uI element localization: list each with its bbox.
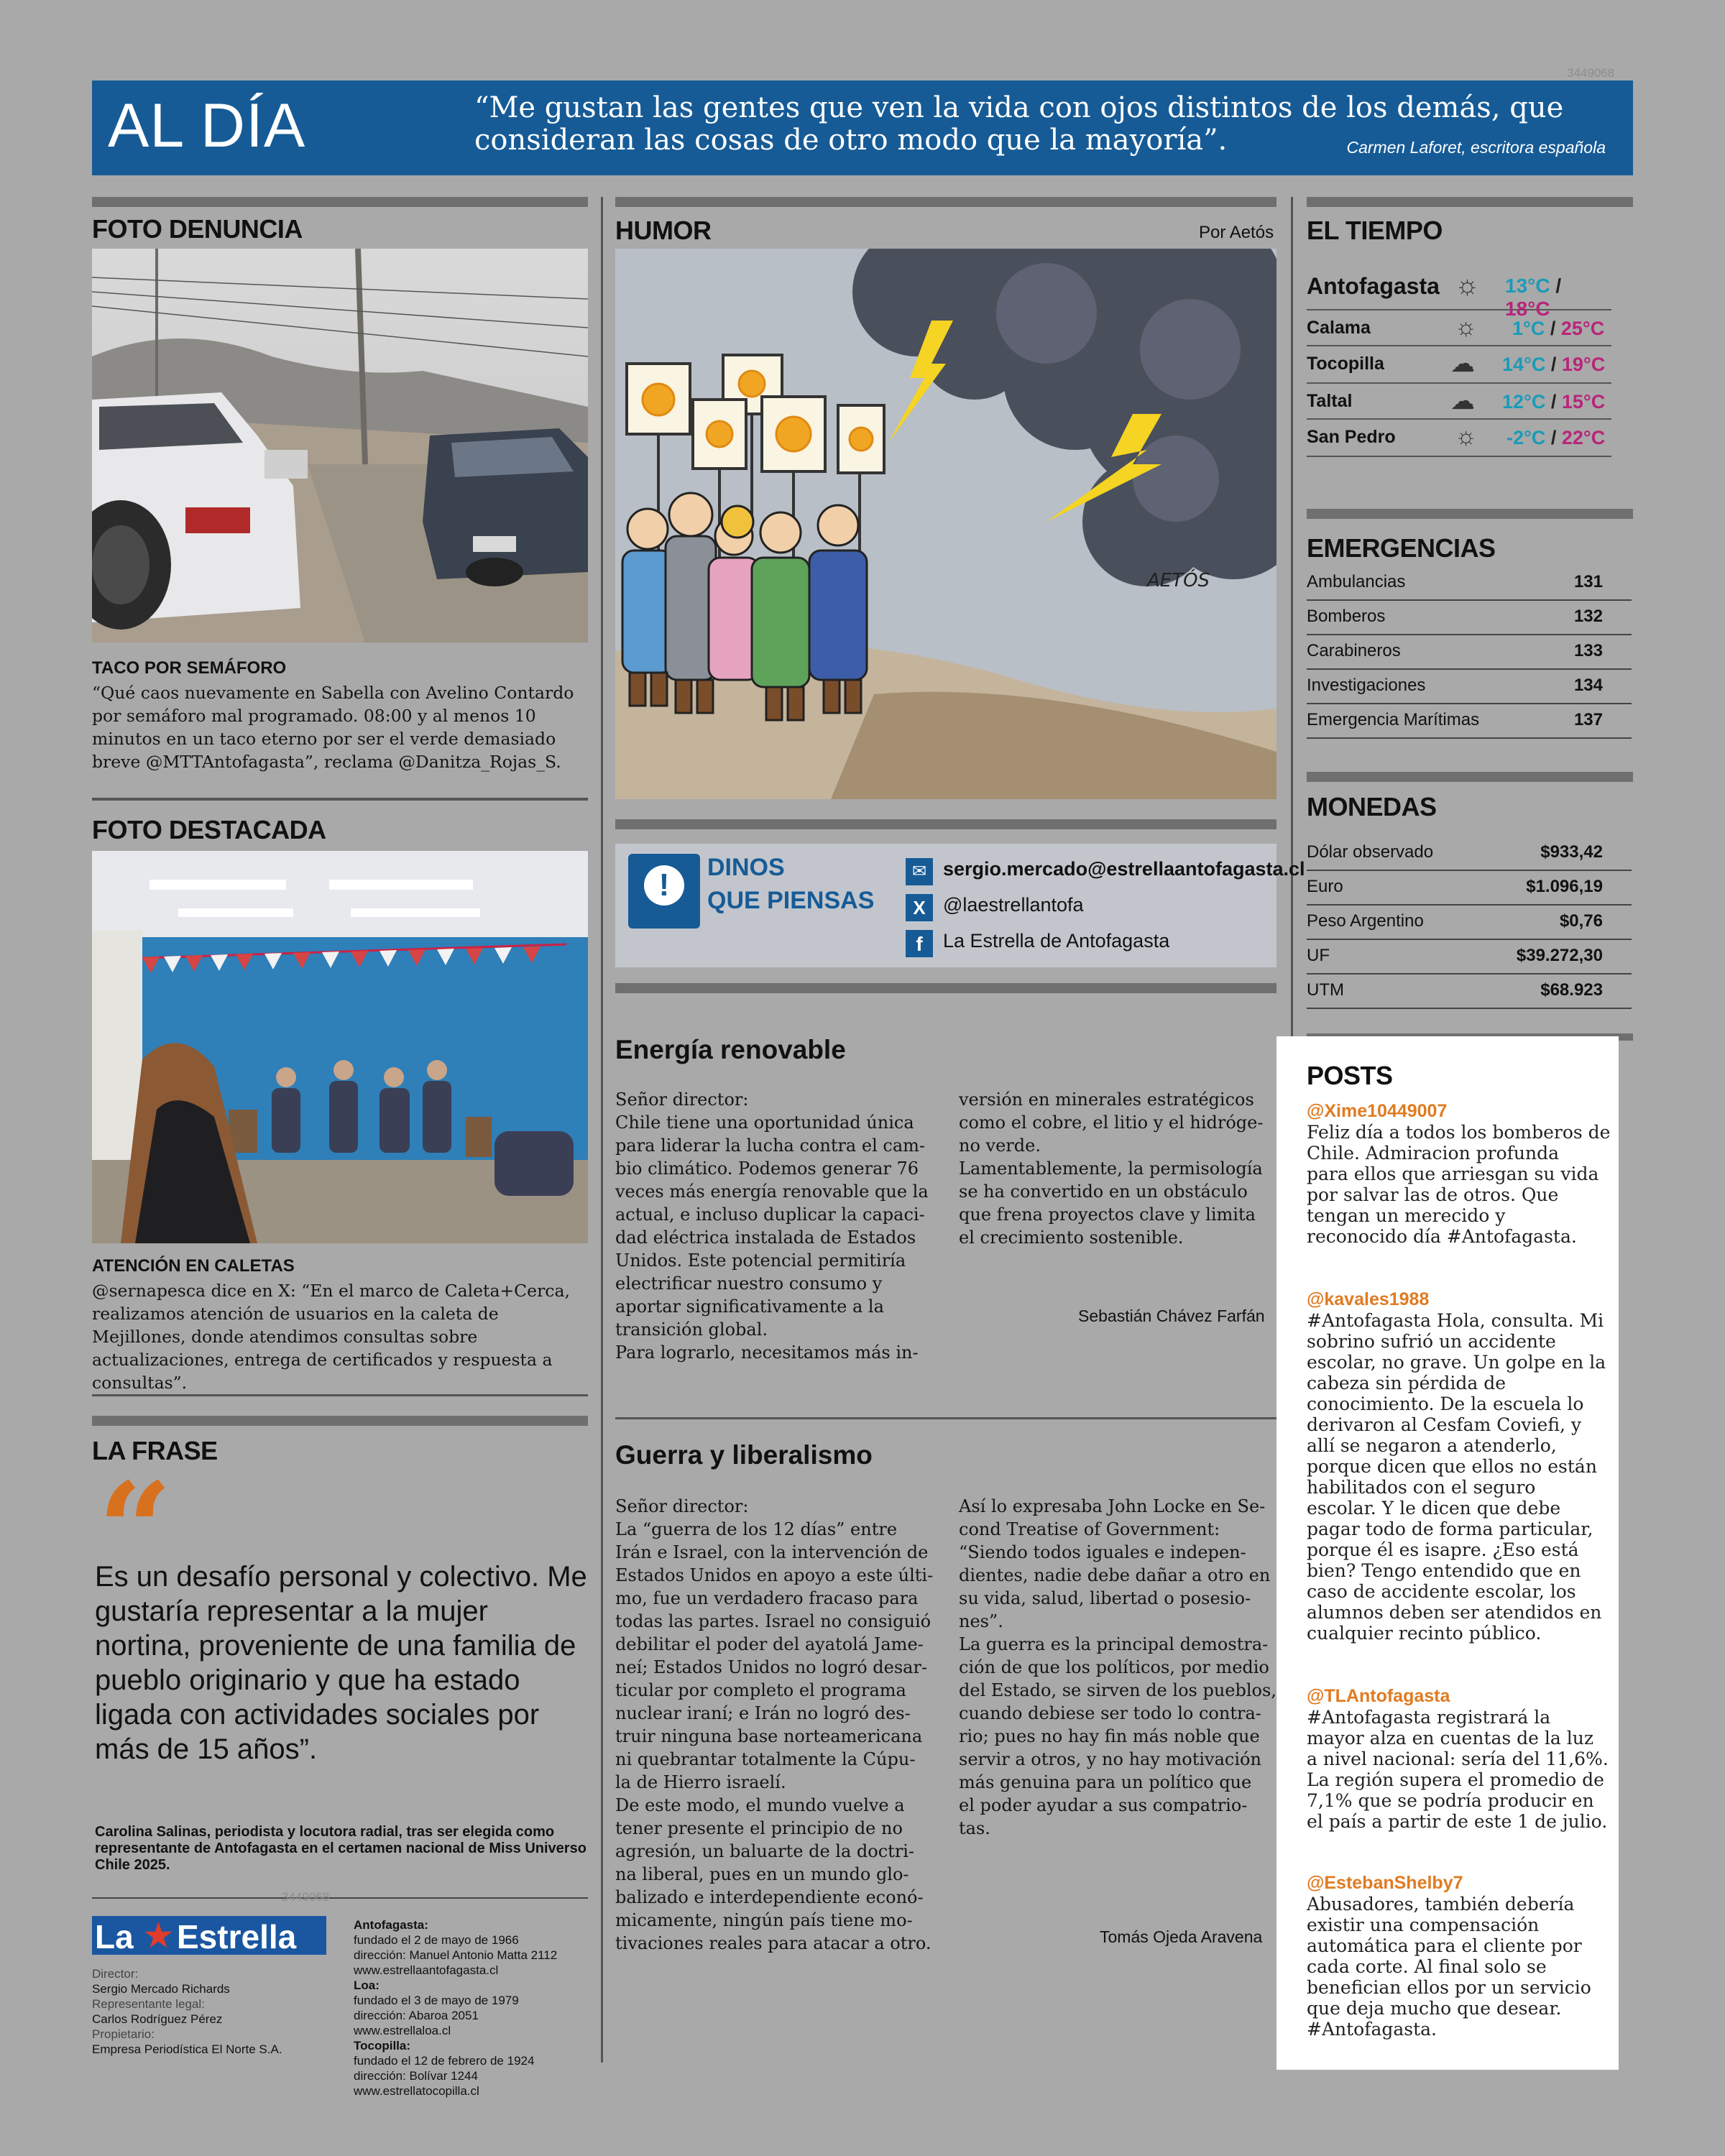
currency-value: $68.923 — [1540, 980, 1603, 1000]
post-line: que deja mucho que desear. — [1307, 1998, 1562, 2019]
currency-label: UF — [1307, 946, 1330, 965]
letter-line: el crecimiento sostenible. — [959, 1227, 1184, 1248]
letter-line: bio climático. Podemos generar 76 — [615, 1158, 919, 1179]
section-title-al-dia: AL DÍA — [108, 91, 306, 160]
weather-city: Antofagasta — [1307, 273, 1440, 299]
emergency-row — [1307, 565, 1632, 601]
letter-line: na liberal, pues en un mundo glo- — [615, 1864, 909, 1884]
rule-weather — [1307, 197, 1633, 207]
emergencias-table — [1307, 565, 1633, 745]
post-line: mayor alza en cuentas de la luz — [1307, 1728, 1594, 1749]
rule-la-frase-thin — [92, 1394, 588, 1396]
letter-line: actual, e incluso duplicar la capaci- — [615, 1204, 925, 1225]
la-frase-quote: Es un desafío personal y colectivo. Me gustaría representar a la mujer nortina, proveniente de una familia de pueblo originario y que ha estado ligada con actividades sociales por más de 15 años”. — [95, 1561, 587, 1765]
post-line: cada corte. Al final solo se — [1307, 1956, 1547, 1977]
post-line: sobrino sufrió un accidente — [1307, 1331, 1556, 1352]
letter-line: ticular por completo el programa — [615, 1680, 906, 1700]
currency-label: Euro — [1307, 877, 1343, 896]
post-line: cualquier recinto público. — [1307, 1623, 1542, 1644]
emergency-number[interactable]: 132 — [1573, 607, 1603, 626]
temp-separator: / — [1550, 391, 1557, 413]
edition-founded: fundado el 2 de mayo de 1966 — [354, 1933, 519, 1947]
emergency-number[interactable]: 133 — [1573, 641, 1603, 660]
rule-letter-2 — [615, 1417, 1276, 1419]
cloud-icon: ☁ — [1450, 387, 1475, 415]
letter-line: versión en minerales estratégicos — [959, 1089, 1254, 1110]
post-item — [1307, 1101, 1616, 1247]
edition-city: Loa: — [354, 1978, 380, 1992]
letter-line: el poder ayudar a sus compatrio- — [959, 1795, 1248, 1815]
edition-web[interactable]: www.estrellatocopilla.cl — [354, 2084, 479, 2098]
post-line: habilitados con el seguro — [1307, 1477, 1536, 1498]
sun-icon: ☼ — [1455, 313, 1478, 341]
letter-1-signature: Sebastián Chávez Farfán — [1078, 1307, 1265, 1325]
edition-founded: fundado el 3 de mayo de 1979 — [354, 1994, 519, 2007]
emergency-row — [1307, 703, 1632, 739]
posts-title: POSTS — [1307, 1061, 1393, 1090]
temp-max: 25°C — [1560, 318, 1605, 339]
photo-caletas-meeting — [92, 851, 588, 1243]
edition-address: dirección: Abaroa 2051 — [354, 2009, 479, 2022]
post-line: tengan un merecido y — [1307, 1205, 1506, 1226]
monedas-table — [1307, 835, 1633, 1010]
post-text — [1307, 1894, 1616, 2040]
post-text — [1307, 1707, 1616, 1832]
dinos-facebook[interactable]: La Estrella de Antofagasta — [943, 930, 1170, 952]
edition-address: dirección: Bolívar 1244 — [354, 2069, 478, 2083]
letter-line: Señor director: — [615, 1089, 749, 1110]
post-line: cabeza sin pérdida de — [1307, 1373, 1506, 1393]
owner-label: Propietario: — [92, 2027, 155, 2041]
foto-denuncia-caption-title: TACO POR SEMÁFORO — [92, 658, 287, 678]
director-label: Director: — [92, 1967, 139, 1981]
rule-humor — [615, 197, 1276, 207]
emergency-row — [1307, 634, 1632, 670]
edition-address: dirección: Manuel Antonio Matta 2112 — [354, 1948, 558, 1962]
foto-destacada-caption-text: @sernapesca dice en X: “En el marco de Caleta+Cerca, realizamos atención de usuarios en la caleta de Mejillones, donde atendimos consultas sobre actualizaciones, entrega de certificados y respuesta a consultas”. — [92, 1281, 570, 1393]
emergency-label: Ambulancias — [1307, 572, 1406, 591]
post-text — [1307, 1310, 1616, 1644]
post-line: porque él es isapre. ¿Eso está — [1307, 1539, 1579, 1560]
letter-line: cond Treatise of Government: — [959, 1519, 1220, 1539]
edition-tocopilla — [354, 2038, 591, 2099]
letter-line: todas las partes. Israel no consiguió — [615, 1611, 932, 1631]
letter-line: balizado e interdependiente econó- — [615, 1887, 924, 1907]
weather-temp — [1502, 354, 1605, 376]
post-line: #Antofagasta registrará la — [1307, 1707, 1551, 1728]
weather-temp — [1502, 391, 1605, 413]
letter-line: mo, fue un verdadero fracaso para — [615, 1588, 919, 1608]
cartoon-illustration — [615, 249, 1276, 799]
letter-line: debilitar el poder del ayatolá Jame- — [615, 1634, 924, 1654]
email-icon: ✉ — [906, 858, 933, 885]
post-handle[interactable]: @Xime10449007 — [1307, 1101, 1448, 1121]
traffic-jam-photo — [92, 249, 588, 642]
letter-line: dad eléctrica instalada de Estados — [615, 1227, 916, 1248]
post-line: pagar todo de forma particular, — [1307, 1519, 1593, 1539]
post-line: porque dicen que ellos no están — [1307, 1456, 1597, 1477]
temp-min: 1°C — [1512, 318, 1545, 339]
post-item — [1307, 1289, 1616, 1644]
letter-line: tener presente el principio de no — [615, 1818, 903, 1838]
currency-value: $1.096,19 — [1526, 877, 1603, 896]
emergencias-title: EMERGENCIAS — [1307, 533, 1496, 563]
letter-line: veces más energía renovable que la — [615, 1181, 929, 1202]
letter-line: Así lo expresaba John Locke en Se- — [959, 1496, 1266, 1516]
post-line: automática para el cliente por — [1307, 1935, 1582, 1956]
post-line: #Antofagasta Hola, consulta. Mi — [1307, 1310, 1604, 1331]
letter-line: Irán e Israel, con la intervención de — [615, 1542, 929, 1562]
rule-dinos — [615, 819, 1276, 829]
post-line: existir una compensación — [1307, 1915, 1540, 1935]
post-line: alumnos deben ser atendidos en — [1307, 1602, 1602, 1623]
x-icon: X — [906, 894, 933, 921]
post-line: conocimiento. De la escuela lo — [1307, 1393, 1584, 1414]
post-line: bien? Tengo entendido que en — [1307, 1560, 1581, 1581]
sun-icon: ☼ — [1455, 423, 1478, 450]
letter-line: nes”. — [959, 1611, 1003, 1631]
letter-line: servir a otros, y no hay motivación — [959, 1749, 1261, 1769]
letter-line: Lamentablemente, la permisología — [959, 1158, 1263, 1179]
weather-city: San Pedro — [1307, 427, 1396, 447]
foto-destacada-title: FOTO DESTACADA — [92, 815, 326, 844]
weather-row-calama — [1307, 309, 1611, 346]
cartoon-signature: AETÓS — [1147, 570, 1210, 591]
currency-row — [1307, 904, 1632, 940]
letter-line: se ha convertido en un obstáculo — [959, 1181, 1248, 1202]
temp-separator: / — [1555, 275, 1562, 297]
letter-line: ni quebrantar totalmente la Cúpu- — [615, 1749, 916, 1769]
weather-city: Calama — [1307, 318, 1371, 338]
edition-web[interactable]: www.estrellaantofagasta.cl — [354, 1963, 499, 1977]
rule-masthead — [92, 1897, 588, 1899]
rule-monedas — [1307, 772, 1633, 782]
edition-city: Antofagasta: — [354, 1918, 428, 1932]
temp-min: 13°C — [1505, 275, 1550, 297]
rule-emergencias — [1307, 509, 1633, 519]
emergency-number[interactable]: 131 — [1573, 572, 1603, 591]
currency-row — [1307, 870, 1632, 906]
letter-line: La “guerra de los 12 días” entre — [615, 1519, 898, 1539]
humor-title: HUMOR — [615, 216, 712, 245]
post-line: derivaron al Cesfam Coviefi, y — [1307, 1414, 1582, 1435]
letter-line: como el cobre, el litio y el hidróge- — [959, 1112, 1264, 1133]
post-line: Feliz día a todos los bomberos de — [1307, 1122, 1611, 1143]
rule-la-frase — [92, 1416, 588, 1426]
letter-line: transición global. — [615, 1319, 768, 1340]
post-text — [1307, 1122, 1616, 1247]
temp-max: 22°C — [1561, 427, 1606, 448]
edition-loa — [354, 1978, 591, 2038]
letter-line: no verde. — [959, 1135, 1041, 1156]
temp-max: 15°C — [1561, 391, 1606, 413]
post-line: #Antofagasta. — [1307, 2019, 1437, 2040]
emergency-label: Bomberos — [1307, 607, 1386, 626]
letter-line: La guerra es la principal demostra- — [959, 1634, 1269, 1654]
dinos-email[interactable]: sergio.mercado@estrellaantofagasta.cl — [943, 858, 1305, 880]
letter-line: “Siendo todos iguales e indepen- — [959, 1542, 1246, 1562]
letter-line: Estados Unidos en apoyo a este últi- — [615, 1565, 934, 1585]
post-line: Chile. Admiracion profunda — [1307, 1143, 1559, 1164]
letter-line: truir ninguna base norteamericana — [615, 1726, 923, 1746]
letter-line: su vida, salud, libertad o posesio- — [959, 1588, 1251, 1608]
humor-cartoon — [615, 249, 1276, 799]
edition-city: Tocopilla: — [354, 2039, 411, 2053]
temp-separator: / — [1550, 318, 1556, 339]
edition-founded: fundado el 12 de febrero de 1924 — [354, 2054, 535, 2068]
letter-line: que frena proyectos clave y limita — [959, 1204, 1256, 1225]
emergency-label: Emergencia Marítimas — [1307, 710, 1480, 729]
weather-title: EL TIEMPO — [1307, 216, 1443, 245]
post-line: allí se negaron a atenderlo, — [1307, 1435, 1557, 1456]
meeting-photo — [92, 851, 588, 1243]
column-divider-right — [1291, 197, 1293, 1036]
masthead-staff — [92, 1966, 308, 2057]
post-line: Abusadores, también debería — [1307, 1894, 1575, 1915]
logo-text-la: La — [95, 1918, 134, 1955]
temp-max: 18°C — [1505, 298, 1550, 320]
cloud-icon: ☁ — [1450, 350, 1475, 377]
dinos-x-handle[interactable]: @laestrellantofa — [943, 894, 1084, 916]
post-line: a nivel nacional: sería del 11,6%. — [1307, 1749, 1609, 1769]
weather-row-taltal — [1307, 382, 1611, 420]
post-line: escolar, no grave. Un golpe en la — [1307, 1352, 1606, 1373]
currency-row — [1307, 835, 1632, 871]
currency-value: $0,76 — [1559, 911, 1603, 931]
facebook-icon: f — [906, 930, 933, 957]
star-icon: ★ — [142, 1915, 175, 1955]
rule-letters — [615, 983, 1276, 993]
weather-table — [1307, 262, 1611, 463]
foto-denuncia-caption-text: “Qué caos nuevamente en Sabella con Avelino Contardo por semáforo mal programado. 08:00 y al menos 10 minutos en un taco eterno por ser el verde demasiado breve @MTTAntofagasta”, reclama @Danitza_Rojas_S. — [92, 683, 574, 772]
currency-value: $933,42 — [1540, 842, 1603, 862]
owner-name: Empresa Periodística El Norte S.A. — [92, 2042, 282, 2056]
director-name: Sergio Mercado Richards — [92, 1982, 230, 1996]
weather-city: Taltal — [1307, 391, 1353, 411]
currency-value: $39.272,30 — [1516, 946, 1603, 965]
letter-line: aportar significativamente a la — [615, 1296, 884, 1317]
la-frase-title: LA FRASE — [92, 1436, 218, 1465]
letter-1-col2 — [959, 1088, 1282, 1249]
temp-min: 12°C — [1502, 391, 1546, 413]
monedas-title: MONEDAS — [1307, 792, 1437, 821]
weather-row-antofagasta — [1307, 262, 1611, 320]
currency-label: Peso Argentino — [1307, 911, 1424, 931]
emergency-label: Investigaciones — [1307, 676, 1426, 695]
post-line: benefician ellos por un servicio — [1307, 1977, 1591, 1998]
post-line: por salvar las de otros. Que — [1307, 1184, 1559, 1205]
letter-2-title: Guerra y liberalismo — [615, 1440, 873, 1470]
dinos-title-1: DINOS — [707, 854, 785, 881]
humor-byline: Por Aetós — [1199, 223, 1274, 242]
temp-min: -2°C — [1506, 427, 1546, 448]
weather-row-tocopilla — [1307, 345, 1611, 384]
currency-label: Dólar observado — [1307, 842, 1434, 862]
column-divider-left — [601, 197, 603, 2063]
emergency-number[interactable]: 137 — [1573, 710, 1603, 729]
letter-2-col1 — [615, 1495, 953, 1955]
header-quote: “Me gustan las gentes que ven la vida con ojos distintos de los demás, que consideran las cosas de otro modo que la mayoría”. — [474, 91, 1564, 157]
letter-line: De este modo, el mundo vuelve a — [615, 1795, 905, 1815]
page-code-top: 3449068 — [1567, 66, 1615, 80]
currency-row — [1307, 973, 1632, 1009]
letter-line: la de Hierro israelí. — [615, 1772, 786, 1792]
letter-line: nuclear iraní; e Irán no logró des- — [615, 1703, 911, 1723]
letter-line: del Estado, se sirven de los pueblos, — [959, 1680, 1276, 1700]
page-code-bottom: 3449068 — [282, 1890, 330, 1904]
post-handle[interactable]: @kavales1988 — [1307, 1289, 1430, 1309]
photo-traffic-jam — [92, 249, 588, 642]
rule-foto-destacada — [92, 798, 588, 801]
letter-line: cuando debiese ser todo lo contra- — [959, 1703, 1261, 1723]
dinos-box — [615, 844, 1305, 967]
letter-line: dientes, nadie debe dañar a otro en — [959, 1565, 1271, 1585]
header-banner — [92, 80, 1633, 175]
edition-antofagasta — [354, 1917, 591, 1978]
edition-web[interactable]: www.estrellaloa.cl — [354, 2024, 451, 2037]
temp-separator: / — [1550, 354, 1557, 375]
masthead-editions — [354, 1917, 591, 2099]
logo-text-estrella: Estrella — [177, 1918, 297, 1955]
post-item — [1307, 1686, 1616, 1832]
emergency-row — [1307, 599, 1632, 635]
weather-city: Tocopilla — [1307, 354, 1384, 374]
letter-line: electrificar nuestro consumo y — [615, 1273, 883, 1294]
post-line: 7,1% que se podría producir en — [1307, 1790, 1594, 1811]
letter-line: ción de que los políticos, por medio — [959, 1657, 1269, 1677]
currency-label: UTM — [1307, 980, 1344, 1000]
letter-2-signature: Tomás Ojeda Aravena — [1100, 1927, 1263, 1946]
temp-separator: / — [1550, 427, 1557, 448]
post-item — [1307, 1873, 1616, 2040]
currency-row — [1307, 939, 1632, 975]
letter-1-col1 — [615, 1088, 953, 1364]
rule-foto-denuncia — [92, 197, 588, 207]
letter-line: Señor director: — [615, 1496, 749, 1516]
letter-line: Unidos. Este potencial permitiría — [615, 1250, 906, 1271]
letter-line: rio; pues no hay fin más noble que — [959, 1726, 1260, 1746]
post-line: escolar. Y le dicen que debe — [1307, 1498, 1561, 1519]
letter-line: para liderar la lucha contra el cam- — [615, 1135, 925, 1156]
posts-panel — [1276, 1036, 1619, 2070]
letter-line: Para lograrlo, necesitamos más in- — [615, 1342, 919, 1363]
dinos-title-2: QUE PIENSAS — [707, 887, 875, 914]
comment-bubble-icon: ! — [628, 854, 700, 929]
temp-max: 19°C — [1561, 354, 1606, 375]
emergency-number[interactable]: 134 — [1573, 676, 1603, 695]
weather-temp — [1506, 427, 1605, 449]
letter-line: tas. — [959, 1818, 990, 1838]
la-estrella-logo — [92, 1916, 326, 1955]
emergency-row — [1307, 668, 1632, 704]
rep-label: Representante legal: — [92, 1997, 205, 2011]
letter-line: neí; Estados Unidos no logró desar- — [615, 1657, 928, 1677]
emergency-label: Carabineros — [1307, 641, 1401, 660]
post-line: La región supera el promedio de — [1307, 1769, 1604, 1790]
post-line: para ellos que arriesgan su vida — [1307, 1164, 1599, 1184]
post-line: caso de accidente escolar, los — [1307, 1581, 1576, 1602]
letter-line: agresión, un baluarte de la doctri- — [615, 1841, 915, 1861]
weather-temp — [1512, 318, 1604, 340]
sun-icon: ☼ — [1455, 270, 1480, 300]
header-quote-author: Carmen Laforet, escritora española — [1346, 138, 1606, 157]
foto-destacada-caption-title: ATENCIÓN EN CALETAS — [92, 1256, 295, 1276]
letter-2-col2 — [959, 1495, 1282, 1840]
post-line: el país a partir de este 1 de julio. — [1307, 1811, 1608, 1832]
post-handle[interactable]: @TLAntofagasta — [1307, 1686, 1450, 1706]
letter-line: micamente, ningún país tiene mo- — [615, 1910, 913, 1930]
letter-line: más genuina para un político que — [959, 1772, 1252, 1792]
la-frase-attribution: Carolina Salinas, periodista y locutora radial, tras ser elegida como representante de Antofagasta en el certamen nacional de Miss Universo Chile 2025. — [95, 1824, 586, 1873]
post-line: reconocido día #Antofagasta. — [1307, 1226, 1577, 1247]
rep-name: Carlos Rodríguez Pérez — [92, 2012, 223, 2026]
temp-min: 14°C — [1502, 354, 1546, 375]
weather-row-san-pedro — [1307, 418, 1611, 457]
post-handle[interactable]: @EstebanShelby7 — [1307, 1873, 1463, 1893]
foto-denuncia-title: FOTO DENUNCIA — [92, 214, 303, 244]
quote-mark-icon: “ — [98, 1455, 172, 1606]
letter-1-title: Energía renovable — [615, 1035, 846, 1064]
letter-line: tivaciones reales para atacar a otro. — [615, 1933, 932, 1953]
letter-line: Chile tiene una oportunidad única — [615, 1112, 914, 1133]
